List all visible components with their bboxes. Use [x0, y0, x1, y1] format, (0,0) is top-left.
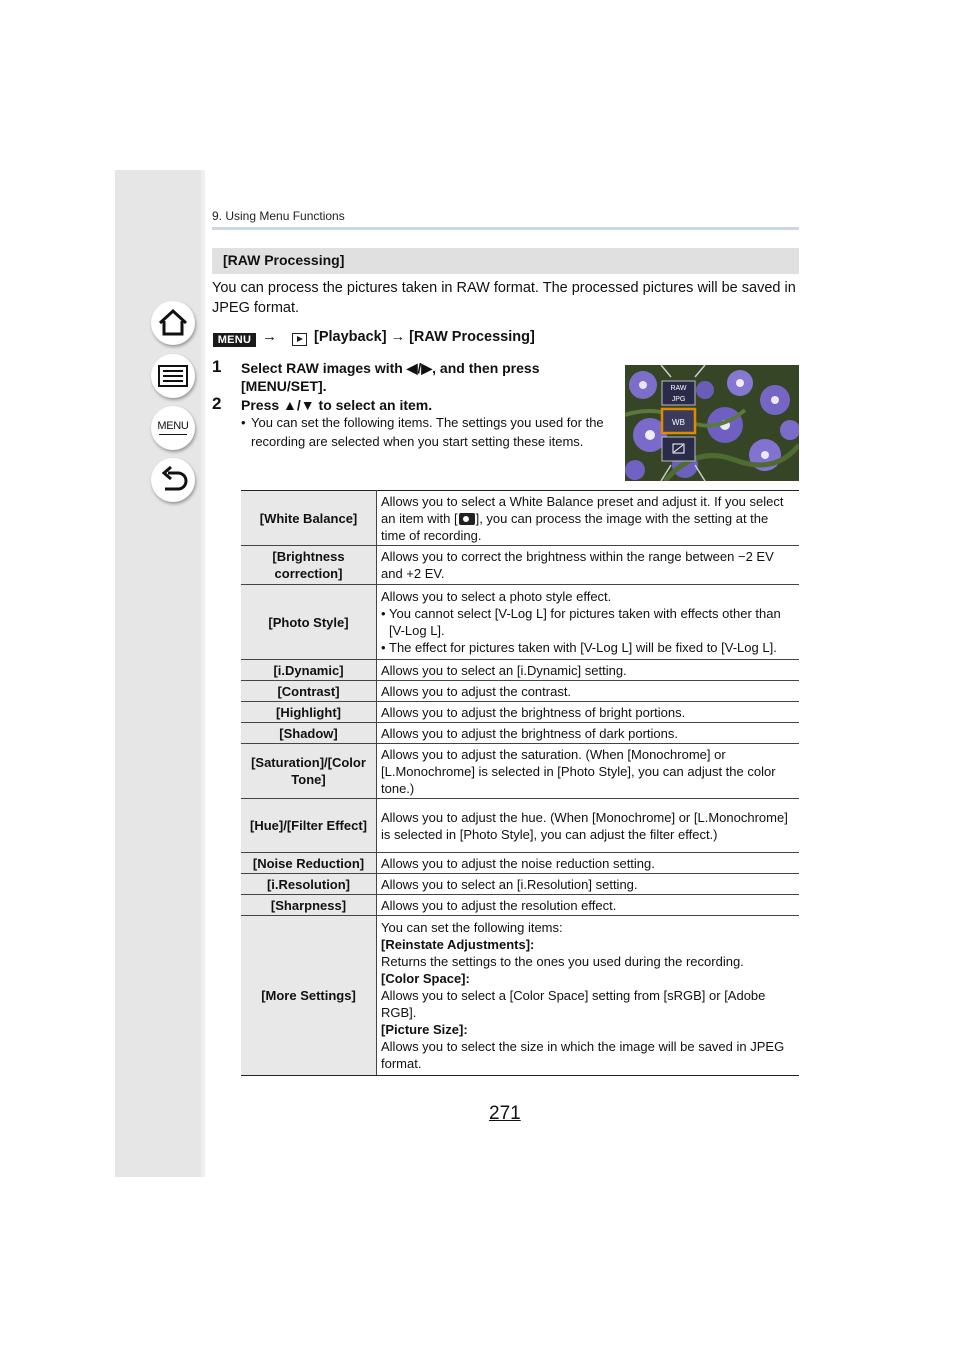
sub-heading: [Picture Size]:	[381, 1022, 468, 1037]
menu-path-text: [Playback] → [RAW Processing]	[314, 329, 535, 345]
setting-description	[377, 916, 800, 1076]
setting-description: Allows you to select an [i.Resolution] setting.	[377, 874, 800, 895]
setting-key: [White Balance]	[241, 491, 377, 546]
table-row	[241, 895, 799, 916]
setting-key: [Noise Reduction]	[241, 853, 377, 874]
description-text: Returns the settings to the ones you used during the recording.	[381, 954, 744, 969]
table-row	[241, 491, 799, 546]
back-icon	[151, 458, 195, 502]
setting-key: [Shadow]	[241, 723, 377, 744]
bullet: •	[241, 415, 246, 430]
description-text: Allows you to select a photo style effect.	[381, 589, 612, 604]
setting-description: Allows you to adjust the saturation. (When [Monochrome] or [L.Monochrome] is selected in [Photo Style], you can adjust the color tone.)	[377, 744, 800, 799]
setting-key: [Saturation]/[Color Tone]	[241, 744, 377, 799]
bullet-item: • You cannot select [V-Log L] for pictures taken with effects other than [V-Log L].	[381, 605, 796, 639]
description-text: Allows you to select a [Color Space] setting from [sRGB] or [Adobe RGB].	[381, 988, 766, 1020]
setting-key: [Highlight]	[241, 702, 377, 723]
sidebar-edge	[201, 170, 205, 1177]
header-rule	[212, 227, 799, 230]
setting-description: Allows you to adjust the brightness of dark portions.	[377, 723, 800, 744]
setting-key: [Brightness correction]	[241, 546, 377, 585]
table-row	[241, 681, 799, 702]
home-icon	[151, 301, 195, 345]
step-note	[241, 414, 611, 451]
table-row	[241, 702, 799, 723]
description-text: You can set the following items:	[381, 920, 563, 935]
list-icon	[151, 354, 195, 398]
table-row	[241, 585, 799, 660]
settings-table	[241, 490, 799, 1076]
menu-badge: MENU	[213, 333, 256, 347]
menu-icon: MENU	[157, 420, 189, 432]
table-row	[241, 853, 799, 874]
setting-description	[377, 585, 800, 660]
setting-key: [i.Resolution]	[241, 874, 377, 895]
table-row	[241, 799, 799, 853]
home-button[interactable]	[151, 301, 195, 345]
section-title: [RAW Processing]	[223, 252, 345, 268]
step-number: 2	[212, 394, 222, 413]
table-row	[241, 546, 799, 585]
setting-key: [Sharpness]	[241, 895, 377, 916]
setting-description: Allows you to adjust the contrast.	[377, 681, 800, 702]
setting-key: [More Settings]	[241, 916, 377, 1076]
camera-screen-image	[625, 365, 799, 481]
sub-heading: [Reinstate Adjustments]:	[381, 937, 535, 952]
table-row	[241, 874, 799, 895]
sub-heading: [Color Space]:	[381, 971, 470, 986]
step-note-text: You can set the following items. The settings you used for the recording are selected when you start setting these items.	[251, 415, 604, 449]
setting-description: Allows you to adjust the noise reduction setting.	[377, 853, 800, 874]
description-text: Allows you to select a White Balance preset and adjust it. If you select an item with [	[381, 493, 784, 526]
setting-description	[377, 491, 800, 546]
step-text: Select RAW images with ◀/▶, and then press [MENU/SET].	[241, 360, 540, 394]
step-text: Press ▲/▼ to select an item.	[241, 397, 433, 413]
setting-description: Allows you to adjust the resolution effect.	[377, 895, 800, 916]
raw-label: RAW	[670, 385, 687, 392]
setting-description: Allows you to select an [i.Dynamic] setting.	[377, 660, 800, 681]
bullet-item: • The effect for pictures taken with [V-Log L] will be fixed to [V-Log L].	[381, 639, 796, 656]
setting-description: Allows you to adjust the hue. (When [Monochrome] or [L.Monochrome] is selected in [Photo Style], you can adjust the filter effect.)	[377, 799, 800, 853]
intro-text: You can process the pictures taken in RAW format. The processed pictures will be saved in JPEG format.	[212, 280, 796, 316]
menu-list-button[interactable]	[151, 406, 195, 450]
breadcrumb: 9. Using Menu Functions	[212, 209, 345, 223]
setting-description: Allows you to correct the brightness within the range between −2 EV and +2 EV.	[377, 546, 800, 585]
setting-key: [i.Dynamic]	[241, 660, 377, 681]
description-text: ], you can process the image with the setting at the time of recording.	[381, 510, 769, 543]
section-header	[212, 248, 799, 274]
setting-key: [Contrast]	[241, 681, 377, 702]
contents-list-button[interactable]	[151, 354, 195, 398]
camera-icon	[459, 513, 475, 525]
back-button[interactable]	[151, 458, 195, 502]
jpg-label: JPG	[671, 396, 686, 403]
table-row	[241, 744, 799, 799]
setting-key: [Photo Style]	[241, 585, 377, 660]
table-row	[241, 660, 799, 681]
step-number: 1	[212, 357, 222, 376]
description-text: Allows you to select the size in which the image will be saved in JPEG format.	[381, 1039, 785, 1071]
table-row	[241, 916, 799, 1076]
setting-description: Allows you to adjust the brightness of bright portions.	[377, 702, 800, 723]
playback-icon	[292, 333, 307, 346]
table-row	[241, 723, 799, 744]
menu-arrow: →	[262, 328, 277, 345]
setting-key: [Hue]/[Filter Effect]	[241, 799, 377, 853]
page-number: 271	[489, 1103, 521, 1124]
menu-underline	[159, 434, 187, 435]
wb-label: WB	[672, 418, 685, 427]
